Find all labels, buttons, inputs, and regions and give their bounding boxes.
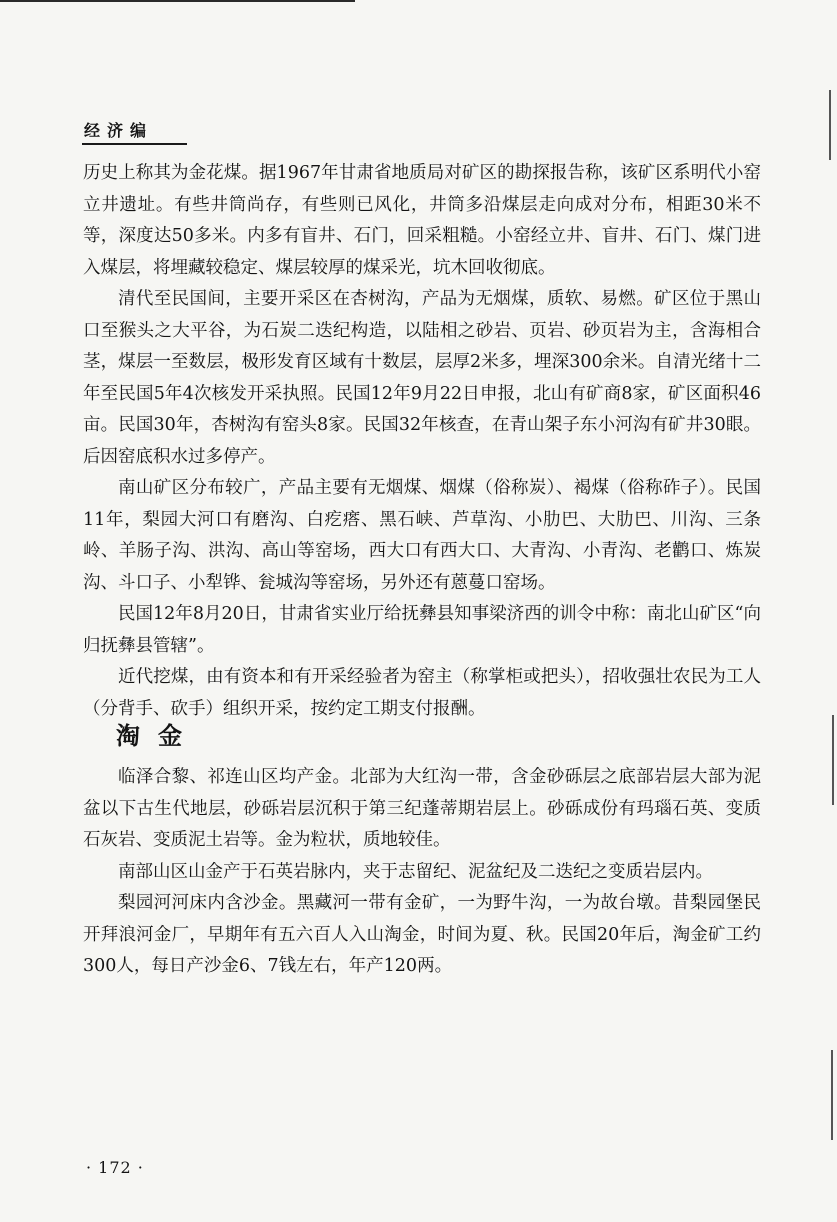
scan-edge-mark bbox=[832, 715, 834, 805]
paragraph: 临泽合黎、祁连山区均产金。北部为大红沟一带，含金砂砾层之底部岩层大部为泥盆以下古生代地层，砂砾岩层沉积于第三纪蓬蒂期岩层上。砂砾成份有玛瑙石英、变质石灰岩、变质泥土岩等。金为粒状，质地较佳。 bbox=[83, 767, 761, 850]
running-header: 经济编 bbox=[84, 121, 154, 140]
paragraph: 历史上称其为金花煤。据1967年甘肃省地质局对矿区的勘探报告称，该矿区系明代小窑立井遗址。有些井筒尚存，有些则已风化，井筒多沿煤层走向成对分布，相距30米不等，深度达50多米。内多有盲井、石门，回采粗糙。小窑经立井、盲井、石门、煤门进入煤层，将埋藏较稳定、煤层较厚的煤采光，坑木回收彻底。 bbox=[83, 163, 761, 278]
body-text-top bbox=[83, 158, 761, 725]
paragraph: 南山矿区分布较广，产品主要有无烟煤、烟煤（俗称炭）、褐煤（俗称砟子）。民国11年，梨园大河口有磨沟、白疙瘩、黑石峡、芦草沟、小肋巴、大肋巴、川沟、三条岭、羊肠子沟、洪沟、高山等窑场，西大口有西大口、大青沟、小青沟、老鹳口、炼炭沟、斗口子、小犁铧、瓮城沟等窑场，另外还有蒽蔓口窑场。 bbox=[83, 478, 761, 593]
section-title: 淘金 bbox=[116, 722, 200, 750]
page-number: · 172 · bbox=[86, 1158, 144, 1177]
header-underline bbox=[82, 143, 187, 145]
top-rule bbox=[0, 0, 355, 2]
scan-edge-mark bbox=[831, 1050, 833, 1140]
paragraph: 南部山区山金产于石英岩脉内，夹于志留纪、泥盆纪及二迭纪之变质岩层内。 bbox=[118, 861, 713, 882]
paragraph: 近代挖煤，由有资本和有开采经验者为窑主（称掌柜或把头），招收强壮农民为工人（分背手、砍手）组织开采，按约定工期支付报酬。 bbox=[83, 667, 761, 719]
body-text-bottom bbox=[83, 762, 761, 983]
scan-edge-mark bbox=[829, 90, 831, 160]
paragraph: 清代至民国间，主要开采区在杏树沟，产品为无烟煤，质软、易燃。矿区位于黑山口至猴头之大平谷，为石炭二迭纪构造，以陆相之砂岩、页岩、砂页岩为主，含海相合茎，煤层一至数层，极形发育区域有十数层，层厚2米多，埋深300余米。自清光绪十二年至民国5年4次核发开采执照。民国12年9月22日申报，北山有矿商8家，矿区面积46亩。民国30年，杏树沟有窑头8家。民国32年核查，在青山架子东小河沟有矿井30眼。后因窑底积水过多停产。 bbox=[83, 289, 761, 467]
paragraph: 梨园河河床内含沙金。黑藏河一带有金矿，一为野牛沟，一为故台墩。昔梨园堡民开拜浪河金厂，早期年有五六百人入山淘金，时间为夏、秋。民国20年后，淘金矿工约300人，每日产沙金6、7钱左右，年产120两。 bbox=[83, 893, 761, 976]
paragraph: 民国12年8月20日，甘肃省实业厅给抚彝县知事梁济西的训令中称：南北山矿区“向归抚彝县管辖”。 bbox=[83, 604, 761, 656]
